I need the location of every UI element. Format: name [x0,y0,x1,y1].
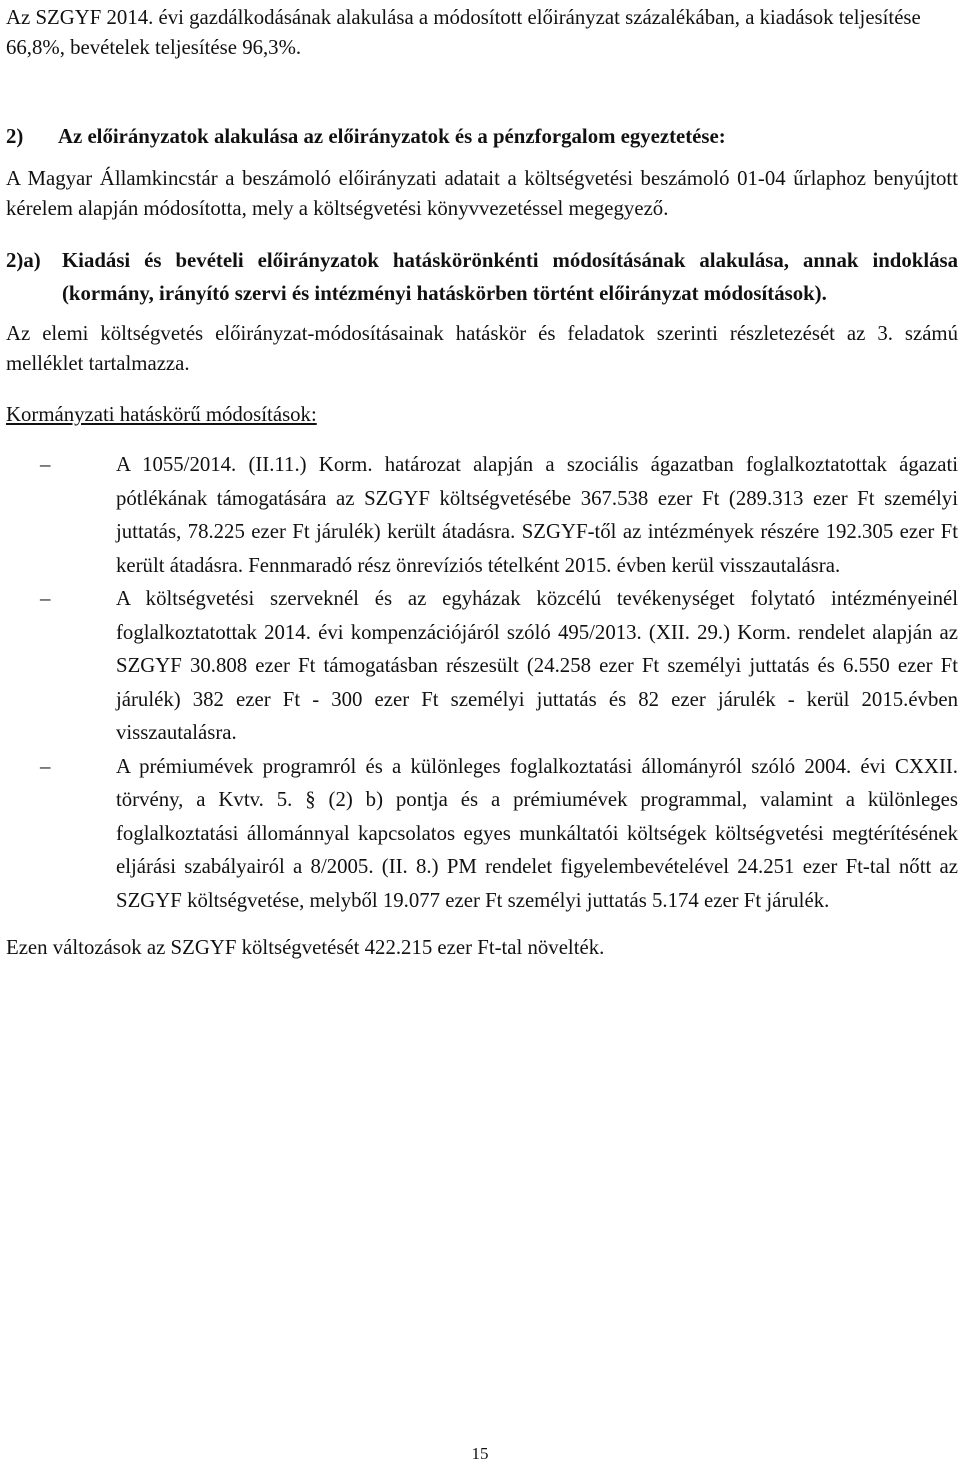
section-2a-title: Kiadási és bevételi előirányzatok hatáskörönkénti módosításának alakulása, annak indoklása (kormány, irányító szervi és intézményi hatáskörben történt előirányzat módosítások). [62,249,958,305]
list-item [6,750,958,918]
list-item [6,448,958,582]
dash-bullet: – [40,754,51,778]
page-number: 15 [471,1444,489,1463]
intro-paragraph: Az SZGYF 2014. évi gazdálkodásának alakulása a módosított előirányzat százalékában, a kiadások teljesítése 66,8%, bevételek teljesítése 96,3%. [6,6,921,59]
section-2-number: 2) [6,125,24,148]
closing-paragraph: Ezen változások az SZGYF költségvetését 422.215 ezer Ft-tal növelték. [6,936,605,959]
list-item [6,582,958,750]
kormanyzati-heading: Kormányzati hatáskörű módosítások: [6,403,317,426]
section-2-title: Az előirányzatok alakulása az előirányzatok és a pénzforgalom egyeztetése: [58,125,726,148]
section-2-heading [6,122,958,152]
section-2a-paragraph: Az elemi költségvetés előirányzat-módosításainak hatáskör és feladatok szerinti részletezését az 3. számú melléklet tartalmazza. [6,322,958,375]
dash-bullet: – [40,587,51,610]
document-page [6,0,958,963]
dash-bullet: – [40,453,51,476]
list-item-text: A prémiumévek programról és a különleges foglalkoztatási állományról szóló 2004. évi CXXII. törvény, a Kvtv. 5. § (2) b) pontja és a prémiumévek programmal, valamint a különleges foglalkoztatási állománnyal kapcsolatos egyes munkáltatói költségek költségvetési megtérítésének eljárási szabályairól a 8/2005. (II. 8.) PM rendelet figyelembevételével 24.251 ezer Ft-tal nőtt az SZGYF költségvetése, melyből 19.077 ezer Ft személyi juttatás 5.174 ezer Ft járulék. [116,754,958,912]
section-2-paragraph: A Magyar Államkincstár a beszámoló előirányzati adatait a költségvetési beszámoló 01-04 űrlaphoz benyújtott kérelem alapján módosította, mely a költségvetési könyvvezetéssel megegyező. [6,167,958,220]
kormanyzati-list [6,448,958,917]
section-2a-heading [6,245,958,310]
list-item-text: A 1055/2014. (II.11.) Korm. határozat alapján a szociális ágazatban foglalkoztatottak ágazati pótlékának támogatására az SZGYF költségvetésébe 367.538 ezer Ft (289.313 ezer Ft személyi juttatás, 78.225 ezer Ft járulék) került átadásra. SZGYF-től az intézmények részére 192.305 ezer Ft került átadásra. Fennmaradó rész önrevíziós tételként 2015. évben kerül visszautalásra. [116,453,958,577]
list-item-text: A költségvetési szerveknél és az egyházak közcélú tevékenységet folytató intézményeinél foglalkoztatottak 2014. évi kompenzációjáról szóló 495/2013. (XII. 29.) Korm. rendelet alapján az SZGYF 30.808 ezer Ft támogatásban részesült (24.258 ezer Ft személyi juttatás és 6.550 ezer Ft járulék) 382 ezer Ft - 300 ezer Ft személyi juttatás és 82 ezer járulék - kerül 2015.évben visszautalásra. [116,587,958,744]
section-2a-number: 2)a) [6,249,41,272]
